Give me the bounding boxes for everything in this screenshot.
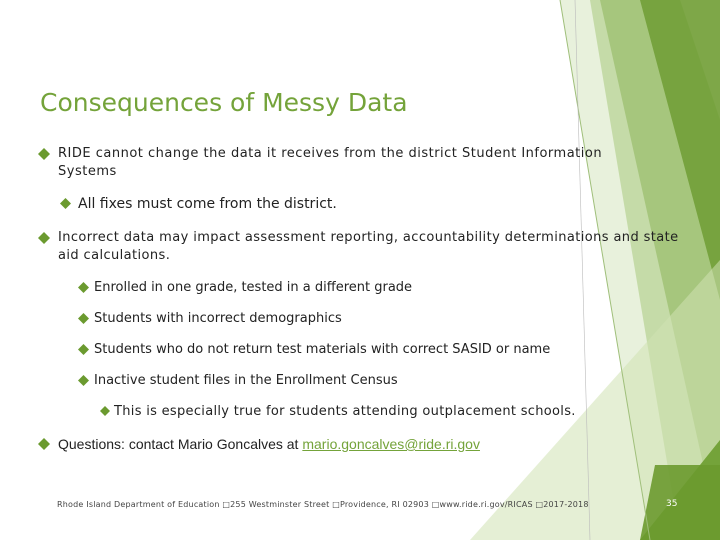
slide-title: Consequences of Messy Data	[40, 88, 408, 117]
page-number: 35	[666, 499, 678, 509]
bullet-text	[58, 435, 618, 453]
bullet-text: This is especially true for students attending outplacement schools.	[114, 404, 576, 419]
bullet-text: Students who do not return test materials with correct SASID or name	[94, 342, 551, 357]
bullet-text: Inactive student files in the Enrollment Census	[94, 373, 398, 388]
bullet-text: RIDE cannot change the data it receives from the district Student Information Systems	[58, 146, 603, 179]
questions-prefix: Questions: contact Mario Goncalves at	[58, 436, 303, 452]
email-link[interactable]: mario.goncalves@ride.ri.gov	[302, 436, 480, 452]
bullet-text: Incorrect data may impact assessment reporting, accountability determinations and state aid calculations.	[58, 230, 679, 263]
bullet-text: Enrolled in one grade, tested in a different grade	[94, 280, 413, 295]
bullet-text: All fixes must come from the district.	[78, 196, 337, 212]
slide-footer: Rhode Island Department of Education □255 Westminster Street □Providence, RI 02903 □www.ride.ri.gov/RICAS □2017-2018	[57, 500, 589, 509]
bullet-text: Students with incorrect demographics	[94, 311, 342, 326]
